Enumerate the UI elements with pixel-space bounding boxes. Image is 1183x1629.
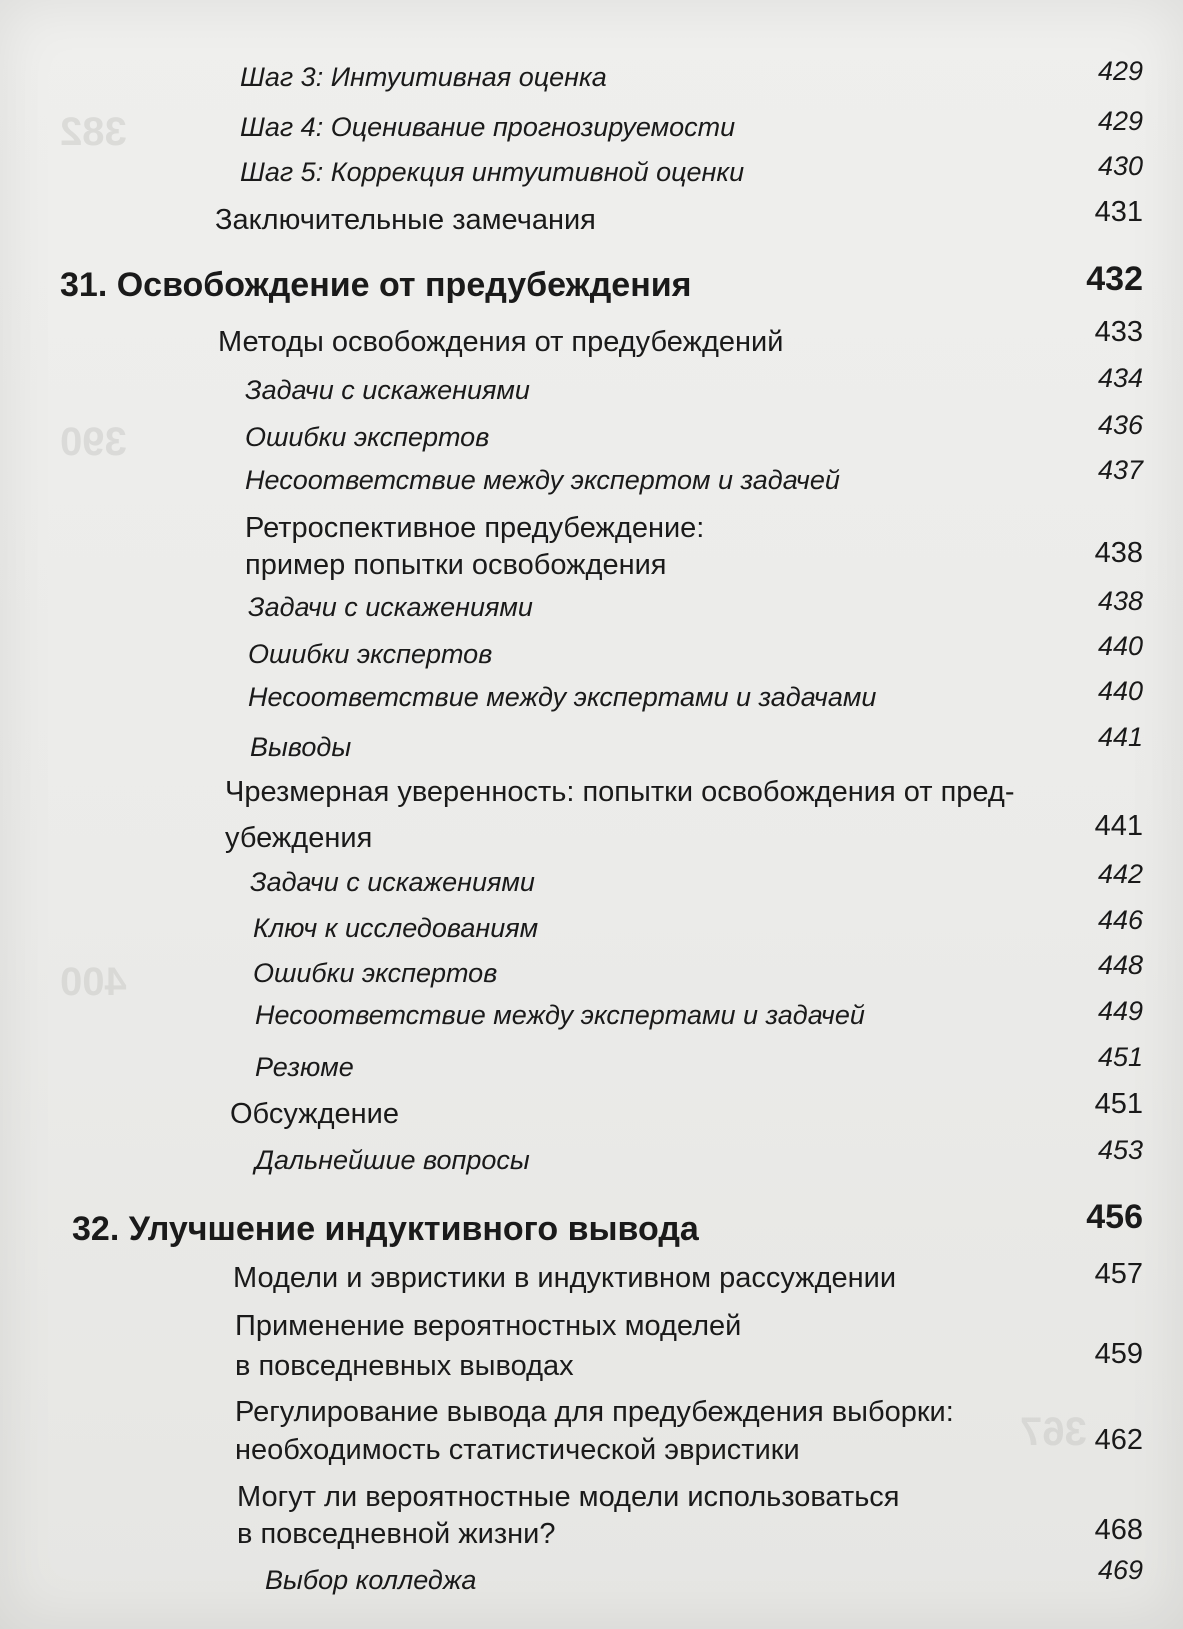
- toc-entry-title: Выбор колледжа: [265, 1565, 477, 1595]
- toc-entry-title: Методы освобождения от предубеждений: [218, 326, 784, 358]
- toc-entry-title: Выводы: [250, 732, 352, 762]
- toc-entry-title: Заключительные замечания: [215, 204, 596, 236]
- toc-entry-page: 446: [1097, 905, 1143, 935]
- toc-entry-title: Чрезмерная уверенность: попытки освобождения от пред-: [225, 776, 1015, 808]
- toc-entry-page: 438: [1094, 537, 1143, 569]
- toc-entry-page: 434: [1097, 363, 1143, 393]
- toc-entry-title: Дальнейшие вопросы: [255, 1145, 530, 1175]
- toc-entry-title: Ключ к исследованиям: [253, 913, 539, 943]
- toc-entry-title: Несоответствие между экспертами и задачами: [248, 682, 877, 712]
- toc-entry-title: Задачи с искажениями: [245, 375, 530, 405]
- toc-entry-page: 453: [1097, 1135, 1143, 1165]
- toc-entry-title: Ошибки экспертов: [248, 639, 493, 669]
- toc-chapter-title: 31. Освобождение от предубеждения: [60, 266, 692, 304]
- toc-entry-page: 437: [1097, 455, 1143, 485]
- toc-entry-page: 436: [1097, 410, 1143, 440]
- toc-entry-title: пример попытки освобождения: [245, 549, 667, 581]
- toc-entry-title: Применение вероятностных моделей: [235, 1310, 742, 1342]
- toc-entry-page: 441: [1094, 810, 1143, 842]
- bleed-through-decoration: 367: [1020, 1410, 1087, 1454]
- toc-entry-page: 429: [1097, 106, 1143, 136]
- toc-entry-title: Обсуждение: [230, 1098, 399, 1130]
- toc-entry-page: 449: [1097, 996, 1143, 1026]
- toc-entry-title: Задачи с искажениями: [248, 592, 533, 622]
- toc-chapter-page: 432: [1086, 260, 1143, 298]
- toc-entry-page: 468: [1094, 1514, 1143, 1546]
- toc-entry-page: 462: [1094, 1424, 1143, 1456]
- toc-chapter-page: 456: [1086, 1198, 1143, 1236]
- toc-entry-title: в повседневных выводах: [235, 1350, 574, 1382]
- toc-entry-page: 451: [1097, 1042, 1143, 1072]
- toc-entry-page: 442: [1097, 859, 1143, 889]
- toc-entry-page: 440: [1097, 631, 1143, 661]
- toc-entry-title: Шаг 3: Интуитивная оценка: [240, 62, 607, 92]
- toc-entry-page: 440: [1097, 676, 1143, 706]
- toc-entry-page: 433: [1094, 316, 1143, 348]
- toc-chapter-title: 32. Улучшение индуктивного вывода: [72, 1210, 699, 1248]
- toc-entry-title: необходимость статистической эвристики: [235, 1434, 800, 1466]
- toc-entry-title: Ретроспективное предубеждение:: [245, 512, 705, 544]
- toc-entry-title: Ошибки экспертов: [253, 958, 498, 988]
- toc-entry-title: Шаг 4: Оценивание прогнозируемости: [240, 112, 736, 142]
- toc-entry-title: Задачи с искажениями: [250, 867, 535, 897]
- toc-entry-title: Модели и эвристики в индуктивном рассуждении: [233, 1262, 897, 1294]
- toc-entry-title: в повседневной жизни?: [237, 1518, 556, 1550]
- toc-entry-page: 459: [1094, 1338, 1143, 1370]
- toc-entry-title: Несоответствие между экспертами и задачей: [255, 1000, 865, 1030]
- toc-entry-title: Шаг 5: Коррекция интуитивной оценки: [240, 157, 745, 187]
- toc-entry-title: Несоответствие между экспертом и задачей: [245, 465, 840, 495]
- toc-entry-title: Регулирование вывода для предубеждения выборки:: [235, 1396, 954, 1428]
- toc-entry-page: 451: [1094, 1088, 1143, 1120]
- toc-entry-title: Могут ли вероятностные модели использоваться: [237, 1481, 900, 1513]
- toc-entry-title: Резюме: [255, 1052, 354, 1082]
- toc-entry-page: 429: [1097, 56, 1143, 86]
- toc-entry-page: 431: [1094, 196, 1143, 228]
- toc-entry-page: 430: [1097, 151, 1143, 181]
- toc-entry-page: 448: [1097, 950, 1143, 980]
- bleed-through-decoration: 382: [60, 110, 127, 154]
- bleed-through-decoration: 390: [60, 420, 127, 464]
- bleed-through-decoration: 400: [60, 960, 127, 1004]
- toc-entry-page: 469: [1097, 1555, 1143, 1585]
- toc-entry-title: Ошибки экспертов: [245, 422, 490, 452]
- toc-entry-page: 441: [1097, 722, 1143, 752]
- toc-entry-title: убеждения: [225, 822, 373, 854]
- toc-entry-page: 438: [1097, 586, 1143, 616]
- toc-entry-page: 457: [1094, 1258, 1143, 1290]
